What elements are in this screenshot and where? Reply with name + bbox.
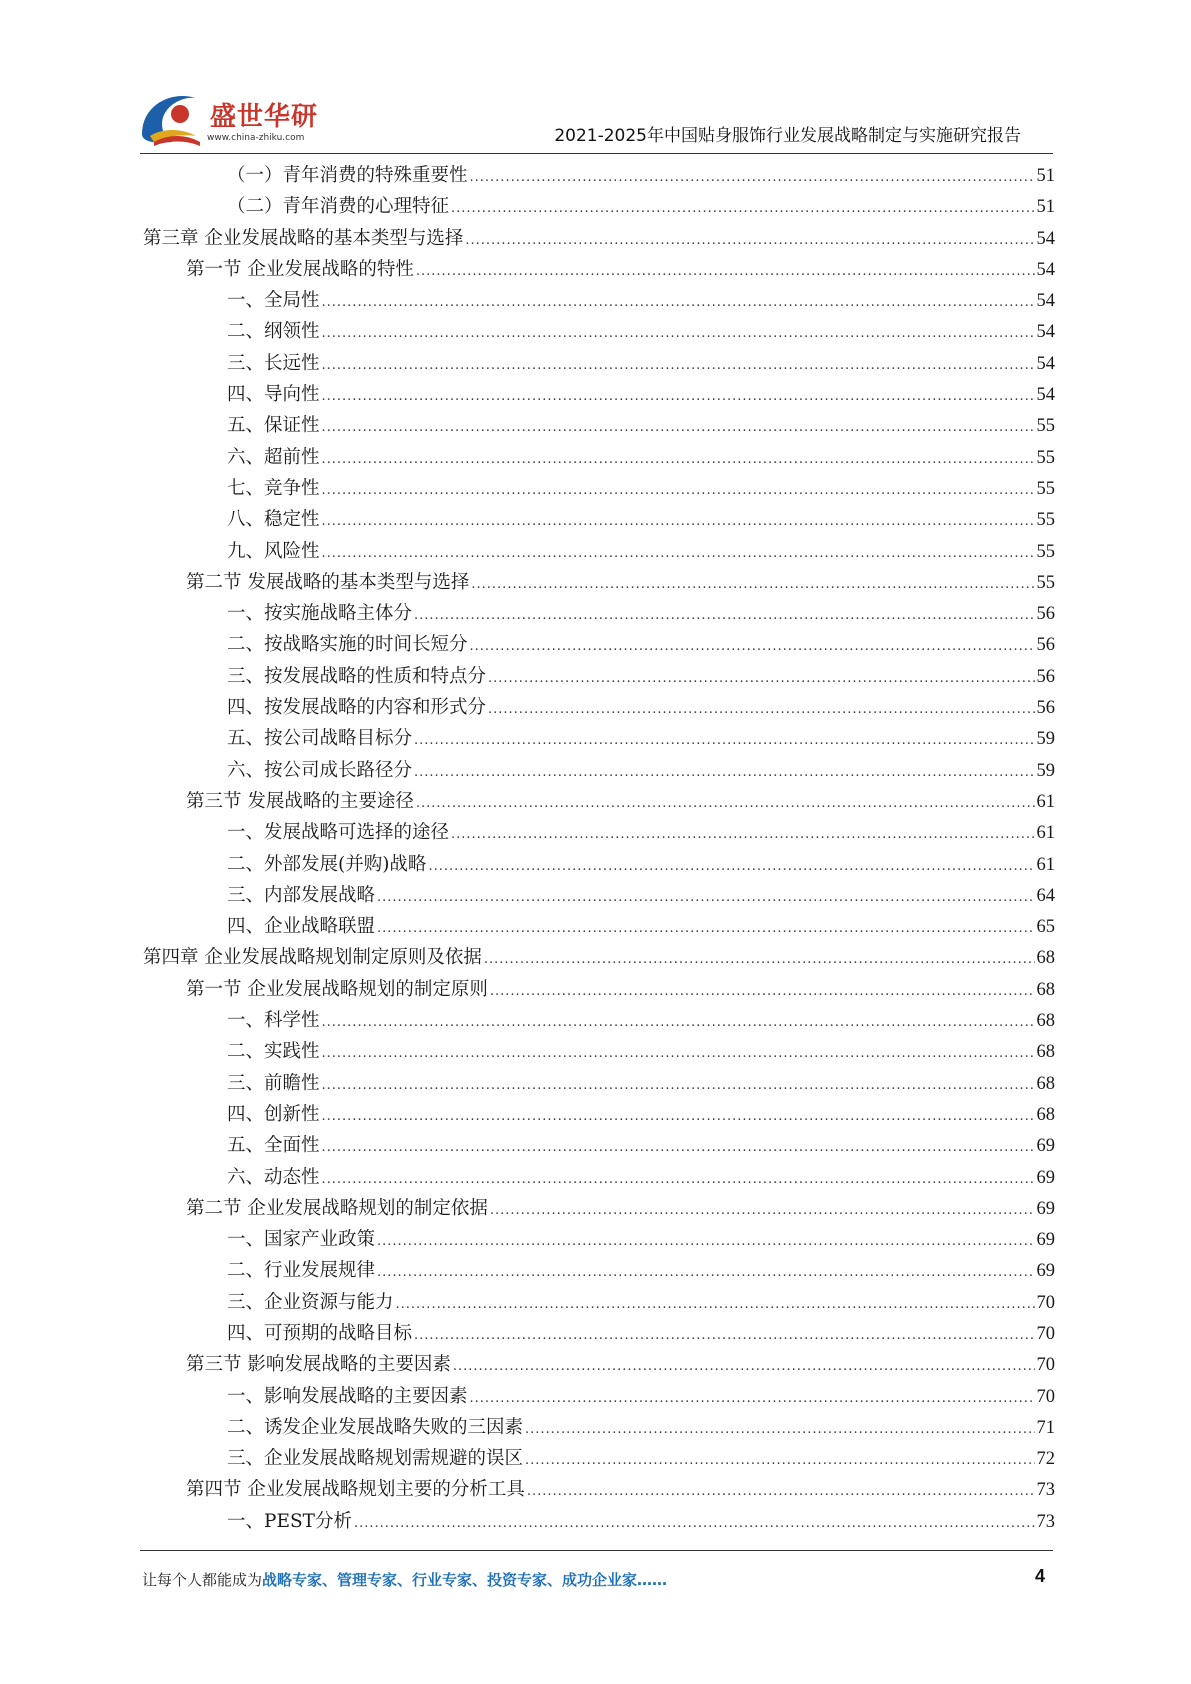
toc-leader-dots [322,444,1035,475]
toc-leader-dots [322,1070,1035,1101]
toc-item[interactable] [143,348,1055,379]
toc-leader-dots [322,475,1035,506]
toc-item[interactable] [143,473,1055,504]
toc-label: 九、风险性 [227,540,320,562]
toc-label: 三、内部发展战略 [227,884,376,906]
toc-label: 七、竞争性 [227,477,320,499]
toc-leader-dots [488,663,1034,694]
toc-item[interactable] [143,1130,1055,1161]
toc-label: 第四章 企业发展战略规划制定原则及依据 [143,947,482,969]
toc-label: 一、影响发展战略的主要因素 [227,1385,468,1407]
toc-leader-dots [322,412,1035,443]
toc-item[interactable] [143,692,1055,723]
toc-page-number: 69 [1036,1136,1055,1157]
toc-label: 第三节 影响发展战略的主要因素 [186,1354,451,1376]
toc-item[interactable] [143,285,1055,316]
toc-page-number: 55 [1036,541,1055,562]
toc-label: 四、按发展战略的内容和形式分 [227,697,487,719]
logo-text: 盛世华研 [210,102,319,132]
toc-leader-dots [414,1320,1034,1351]
toc-item[interactable] [143,1381,1055,1412]
toc-page-number: 54 [1036,322,1055,343]
logo-url: www.china-zhiku.com [207,133,305,143]
toc-label: 八、稳定性 [227,509,320,531]
toc-leader-dots [451,193,1034,224]
toc-page-number: 54 [1036,259,1055,280]
toc-label: 一、发展战略可选择的途径 [227,822,450,844]
toc-page-number: 73 [1036,1480,1055,1501]
toc-leader-dots [488,694,1034,725]
toc-item[interactable] [143,191,1055,222]
toc-item[interactable] [143,1318,1055,1349]
toc-leader-dots [396,1289,1035,1320]
toc-leader-dots [414,757,1034,788]
toc-page-number: 56 [1036,698,1055,719]
toc-label: 五、全面性 [227,1135,320,1157]
toc-chapter[interactable] [143,942,1055,973]
toc-page-number: 71 [1036,1417,1055,1438]
toc-leader-dots [470,162,1035,193]
toc-leader-dots [322,1038,1035,1069]
toc-label: 一、PEST分析 [227,1510,352,1532]
toc-item[interactable] [143,1506,1055,1537]
toc-item[interactable] [143,911,1055,942]
toc-page-number: 61 [1036,823,1055,844]
toc-page-number: 70 [1036,1355,1055,1376]
toc-label: 三、企业资源与能力 [227,1291,394,1313]
toc-item[interactable] [143,1005,1055,1036]
toc-leader-dots [471,569,1034,600]
toc-leader-dots [322,287,1035,318]
toc-label: 二、纲领性 [227,321,320,343]
toc-leader-dots [453,1351,1035,1382]
toc-page-number: 54 [1036,353,1055,374]
toc-leader-dots [322,1132,1035,1163]
toc-section[interactable] [143,1474,1055,1505]
toc-label: 第一节 企业发展战略规划的制定原则 [186,978,488,1000]
toc-item[interactable] [143,442,1055,473]
toc-leader-dots [484,944,1035,975]
toc-page-number: 65 [1036,917,1055,938]
toc-label: 第二节 企业发展战略规划的制定依据 [186,1197,488,1219]
toc-page-number: 72 [1036,1449,1055,1470]
toc-leader-dots [490,1195,1035,1226]
toc-page-number: 70 [1036,1386,1055,1407]
toc-label: 第四节 企业发展战略规划主要的分析工具 [186,1479,525,1501]
toc-item[interactable] [143,1443,1055,1474]
toc-section[interactable] [143,254,1055,285]
toc-label: 一、按实施战略主体分 [227,603,413,625]
toc-page-number: 69 [1036,1230,1055,1251]
toc-label: 第三章 企业发展战略的基本类型与选择 [143,227,464,249]
toc-section[interactable] [143,1193,1055,1224]
toc-label: 四、创新性 [227,1103,320,1125]
toc-leader-dots [451,819,1034,850]
toc-item[interactable] [143,817,1055,848]
toc-item[interactable] [143,536,1055,567]
header-divider [140,153,1053,154]
toc-label: 第三节 发展战略的主要途径 [186,790,414,812]
slogan-highlight: 战略专家、管理专家、行业专家、投资专家、成功企业家…… [262,1571,668,1589]
toc-leader-dots [414,600,1034,631]
toc-leader-dots [322,381,1035,412]
toc-page-number: 68 [1036,1011,1055,1032]
toc-leader-dots [465,225,1034,256]
toc-page-number: 54 [1036,291,1055,312]
table-of-contents [143,160,1055,1537]
toc-leader-dots [322,1007,1035,1038]
toc-page-number: 55 [1036,416,1055,437]
toc-item[interactable] [143,504,1055,535]
toc-page-number: 51 [1036,197,1055,218]
toc-leader-dots [377,1226,1034,1257]
toc-label: 三、长远性 [227,352,320,374]
toc-label: 二、按战略实施的时间长短分 [227,634,468,656]
toc-item[interactable] [143,1224,1055,1255]
toc-label: 四、企业战略联盟 [227,916,376,938]
toc-page-number: 68 [1036,979,1055,1000]
toc-page-number: 61 [1036,854,1055,875]
toc-label: 六、超前性 [227,446,320,468]
toc-label: （一）青年消费的特殊重要性 [227,165,468,186]
toc-leader-dots [322,506,1035,537]
toc-page-number: 69 [1036,1167,1055,1188]
toc-page-number: 64 [1036,885,1055,906]
toc-item[interactable] [143,379,1055,410]
toc-item[interactable] [143,1099,1055,1130]
toc-label: 二、实践性 [227,1041,320,1063]
toc-page-number: 68 [1036,1104,1055,1125]
toc-item[interactable] [143,160,1055,191]
toc-label: 三、按发展战略的性质和特点分 [227,665,487,687]
toc-page-number: 54 [1036,385,1055,406]
toc-page-number: 73 [1036,1511,1055,1532]
page-number: 4 [1034,1566,1045,1586]
document-title: 2021-2025年中国贴身服饰行业发展战略制定与实施研究报告 [554,126,1021,146]
toc-page-number: 55 [1036,478,1055,499]
toc-page-number: 70 [1036,1323,1055,1344]
toc-item[interactable] [143,316,1055,347]
toc-leader-dots [416,256,1035,287]
toc-label: 二、诱发企业发展战略失败的三因素 [227,1416,524,1438]
toc-item[interactable] [143,629,1055,660]
toc-label: 二、外部发展(并购)战略 [227,853,427,875]
toc-label: 四、导向性 [227,384,320,406]
toc-item[interactable] [143,1412,1055,1443]
toc-page-number: 61 [1036,791,1055,812]
toc-leader-dots [322,350,1035,381]
toc-section[interactable] [143,567,1055,598]
toc-page-number: 59 [1036,760,1055,781]
footer-slogan [142,1569,667,1590]
toc-leader-dots [470,631,1035,662]
toc-label: （二）青年消费的心理特征 [227,196,450,218]
slogan-prefix: 让每个人都能成为 [142,1571,263,1589]
toc-label: 一、科学性 [227,1010,320,1032]
toc-leader-dots [377,882,1034,913]
toc-item[interactable] [143,1255,1055,1286]
toc-label: 第一节 企业发展战略的特性 [186,258,414,280]
toc-leader-dots [525,1414,1034,1445]
toc-leader-dots [322,538,1035,569]
toc-label: 三、企业发展战略规划需规避的误区 [227,1448,524,1470]
toc-leader-dots [525,1445,1034,1476]
toc-item[interactable] [143,1068,1055,1099]
toc-page-number: 69 [1036,1198,1055,1219]
toc-page-number: 68 [1036,1042,1055,1063]
toc-page-number: 68 [1036,948,1055,969]
toc-page-number: 56 [1036,604,1055,625]
toc-page-number: 68 [1036,1073,1055,1094]
toc-section[interactable] [143,786,1055,817]
toc-label: 第二节 发展战略的基本类型与选择 [186,571,470,593]
toc-leader-dots [414,725,1034,756]
toc-item[interactable] [143,723,1055,754]
toc-label: 二、行业发展规律 [227,1260,376,1282]
toc-leader-dots [322,1164,1035,1195]
toc-label: 五、按公司战略目标分 [227,728,413,750]
toc-item[interactable] [143,1287,1055,1318]
toc-leader-dots [428,851,1034,882]
toc-page-number: 55 [1036,572,1055,593]
toc-item[interactable] [143,661,1055,692]
toc-item[interactable] [143,1162,1055,1193]
toc-item[interactable] [143,755,1055,786]
toc-label: 一、国家产业政策 [227,1229,376,1251]
toc-label: 三、前瞻性 [227,1072,320,1094]
toc-label: 五、保证性 [227,415,320,437]
toc-leader-dots [322,318,1035,349]
toc-page-number: 56 [1036,666,1055,687]
toc-label: 六、按公司成长路径分 [227,759,413,781]
page-header [0,0,1191,160]
toc-page-number: 69 [1036,1261,1055,1282]
toc-item[interactable] [143,849,1055,880]
toc-item[interactable] [143,598,1055,629]
toc-leader-dots [377,1257,1034,1288]
toc-item[interactable] [143,1036,1055,1067]
toc-leader-dots [416,788,1035,819]
toc-leader-dots [377,913,1034,944]
toc-label: 一、全局性 [227,290,320,312]
toc-page-number: 59 [1036,729,1055,750]
toc-item[interactable] [143,410,1055,441]
toc-section[interactable] [143,974,1055,1005]
toc-label: 四、可预期的战略目标 [227,1322,413,1344]
toc-leader-dots [354,1508,1035,1539]
toc-leader-dots [470,1383,1035,1414]
toc-page-number: 70 [1036,1292,1055,1313]
toc-chapter[interactable] [143,223,1055,254]
toc-item[interactable] [143,880,1055,911]
toc-label: 六、动态性 [227,1166,320,1188]
footer-divider [140,1550,1053,1551]
toc-leader-dots [527,1476,1035,1507]
toc-page-number: 55 [1036,510,1055,531]
toc-section[interactable] [143,1349,1055,1380]
toc-page-number: 54 [1036,228,1055,249]
toc-leader-dots [490,976,1035,1007]
toc-page-number: 55 [1036,447,1055,468]
toc-page-number: 56 [1036,635,1055,656]
toc-leader-dots [322,1101,1035,1132]
toc-page-number: 51 [1036,166,1055,186]
